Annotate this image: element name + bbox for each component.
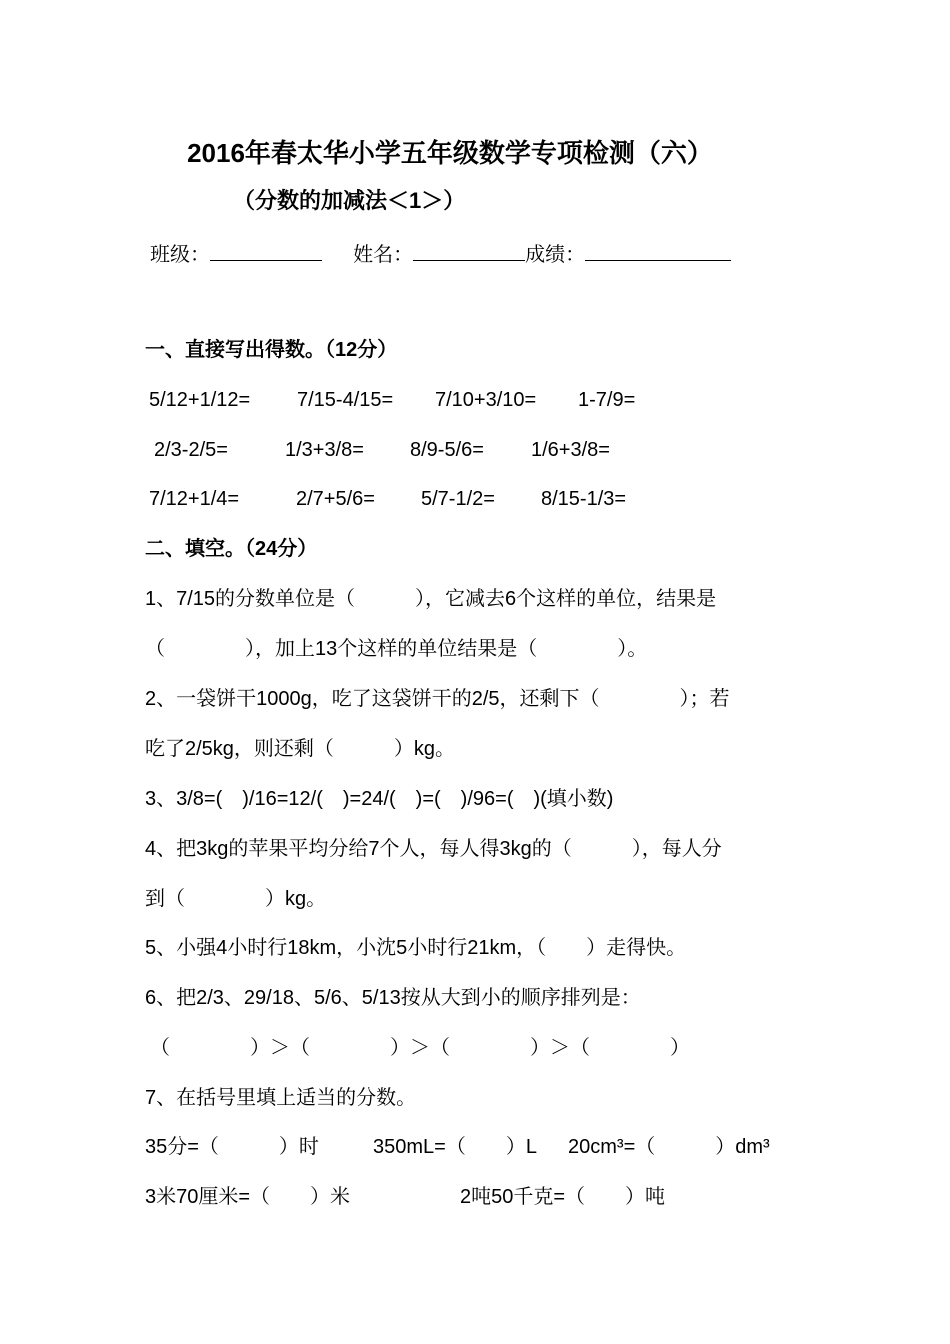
calc-item: 2/3-2/5= [154, 439, 228, 461]
unit-conversion-item: 350mL=（ ）L [373, 1136, 537, 1158]
calc-item: 1/6+3/8= [531, 439, 610, 461]
unit-conversion-item: 3米70厘米=（ ）米 [145, 1186, 351, 1208]
section-2-heading: 二、填空。（24分） [145, 538, 318, 560]
calc-item: 8/15-1/3= [541, 488, 627, 510]
calc-item: 7/15-4/15= [297, 389, 394, 411]
calc-item: 8/9-5/6= [410, 439, 484, 461]
calc-item: 7/10+3/10= [435, 389, 537, 411]
question-line: 3、3/8=( )/16=12/( )=24/( )=( )/96=( )(填小数) [145, 788, 614, 810]
unit-conversion-item: 2吨50千克=（ ）吨 [460, 1186, 666, 1208]
question-line: （ ）＞（ ）＞（ ）＞（ ） [150, 1037, 690, 1059]
page-subtitle: （分数的加减法＜1＞） [233, 188, 466, 213]
section-1-heading: 一、直接写出得数。（12分） [145, 339, 398, 361]
class-label: 班级： [150, 244, 210, 266]
calc-item: 5/7-1/2= [421, 488, 495, 510]
class-blank [210, 240, 322, 261]
question-line: 吃了2/5kg，则还剩（ ）kg。 [145, 738, 456, 760]
unit-conversion-item: 35分=（ ）时 [145, 1136, 319, 1158]
question-line: 2、一袋饼干1000g，吃了这袋饼干的2/5，还剩下（ ）；若 [145, 688, 730, 710]
question-line: （ ），加上13个这样的单位结果是（ ）。 [145, 638, 648, 660]
question-line: 7、在括号里填上适当的分数。 [145, 1087, 417, 1109]
question-line: 1、7/15的分数单位是（ ），它减去6个这样的单位，结果是 [145, 588, 717, 610]
question-line: 到（ ）kg。 [145, 888, 327, 910]
name-label: 姓名： [353, 244, 414, 266]
name-blank [413, 240, 525, 261]
question-line: 6、把2/3、29/18、5/6、5/13按从大到小的顺序排列是： [145, 987, 641, 1009]
score-blank [585, 240, 731, 261]
question-line: 4、把3kg的苹果平均分给7个人，每人得3kg的（ ），每人分 [145, 838, 722, 860]
score-label: 成绩： [525, 244, 586, 266]
calc-item: 2/7+5/6= [296, 488, 375, 510]
info-row [150, 240, 731, 268]
question-line: 5、小强4小时行18km，小沈5小时行21km，（ ）走得快。 [145, 937, 687, 959]
calc-item: 1-7/9= [578, 389, 636, 411]
calc-item: 5/12+1/12= [149, 389, 251, 411]
calc-item: 1/3+3/8= [285, 439, 364, 461]
calc-item: 7/12+1/4= [149, 488, 240, 510]
page-title: 2016年春太华小学五年级数学专项检测（六） [187, 138, 713, 168]
unit-conversion-item: 20cm³=（ ）dm³ [568, 1136, 770, 1158]
